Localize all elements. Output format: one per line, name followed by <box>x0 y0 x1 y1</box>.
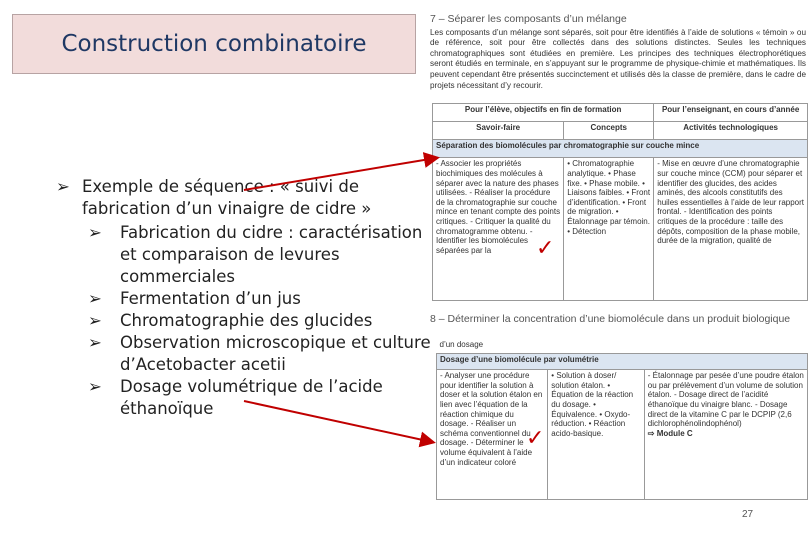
section-7-title: 7 – Séparer les composants d’un mélange <box>430 13 627 25</box>
arrow-to-volumetry <box>244 401 432 442</box>
bullet-item-text: Fabrication du cidre : caractérisation et comparaison de levures commerciales <box>120 223 423 286</box>
table-cell-text: - Étalonnage par pesée d’une poudre étalon ou par prélèvement d’un volume de solution étalon. - Dosage direct de l’acidité éthanoïque du vinaigre blanc. - Dosage direct de la vitamine C par le DCPIP (2,6 dichlorophénolindophénol) <box>647 371 804 429</box>
bullet-item-text: Fermentation d’un jus <box>120 289 301 308</box>
page-number: 27 <box>742 509 754 520</box>
table-cell: d’un dosage <box>439 340 484 349</box>
table-cell: - Associer les propriétés biochimiques des molécules à séparer avec la nature des phases utilisées. - Réaliser la procédure de la chromatographie sur couche mince en tenant compte des points critiques. - Critiquer la qualité du chromatogramme obtenu. - Identifier les biomolécules séparées par la <box>433 158 564 301</box>
module-label: Module C <box>656 428 693 438</box>
table-head-teacher: Pour l’enseignant, en cours d’année <box>654 104 808 122</box>
table-head-student: Pour l’élève, objectifs en fin de formation <box>433 104 654 122</box>
arrow-bullet-icon: ➢ <box>88 311 102 330</box>
section-8-title: 8 – Déterminer la concentration d’une biomolécule dans un produit biologique <box>430 313 791 325</box>
arrow-bullet-icon: ➢ <box>88 333 102 352</box>
red-check-icon: ✓ <box>526 426 545 451</box>
bullet-item-text: Chromatographie des glucides <box>120 311 373 330</box>
table-cell: - Mise en œuvre d’une chromatographie sur couche mince (CCM) pour séparer et identifier des glucides, des acides aminés, des alcools constitutifs des huiles essentielles à l’aide de leur rapport frontal. - Identification des points critiques de la procédure : taille des dépôts, composition de la phase mobile, durée de la migration, qualité de <box>654 158 808 301</box>
col-header-concepts: Concepts <box>564 122 654 140</box>
table-band-chromatography: Séparation des biomolécules par chromatographie sur couche mince <box>433 140 808 158</box>
bullet-main-text: Exemple de séquence : « suivi de fabrication d’un vinaigre de cidre » <box>82 177 372 218</box>
bullet-item-text: Observation microscopique et culture d’Acetobacter acetii <box>120 333 431 374</box>
arrow-bullet-icon: ➢ <box>88 377 102 396</box>
arrow-bullet-icon: ➢ <box>88 289 102 308</box>
arrow-bullet-icon: ➢ <box>56 177 70 196</box>
table-band-volumetry: Dosage d’une biomolécule par volumétrie <box>437 353 808 370</box>
col-header-savoir-faire: Savoir-faire <box>433 122 564 140</box>
table-cell: • Chromatographie analytique. • Phase fixe. • Phase mobile. • Liaisons faibles. • Front d’identification. • Front de migration. • Étalonnage par témoin. • Détection <box>564 158 654 301</box>
red-check-icon: ✓ <box>536 236 555 261</box>
table-cell: - Analyser une procédure pour identifier la solution à doser et la solution étalon en lien avec l’équation de la réaction chimique du dosage. - Réaliser un schéma conventionnel du dosage. - Déterminer le volume équivalent à l’aide d’un indicateur coloré <box>437 370 548 500</box>
bullet-item-text: Dosage volumétrique de l’acide éthanoïque <box>120 377 383 418</box>
arrow-to-chromatography <box>244 158 436 190</box>
arrow-bullet-icon: ➢ <box>88 223 102 242</box>
module-arrow-icon: ⇨ <box>647 428 657 438</box>
section-7-text: Les composants d’un mélange sont séparés, soit pour être identifiés à l’aide de solutions « témoin » ou de référence, soit pour être collectés dans des solutions distinctes. Seules les techniques chromatographiques sont étudiées en première. Les principes des techniques électrophorétiques seront étudiés en terminale, en s’appuyant sur le programme de physique-chimie et mathématiques. Ils peuvent cependant être présentés succinctement et utilisés dès la classe de première, dans le cadre de projets nécessitant d’y recourir. <box>430 27 806 90</box>
slide-title: Construction combinatoire <box>61 31 367 57</box>
table-cell: • Solution à doser/ solution étalon. • Équation de la réaction du dosage. • Équivalence. • Oxydo-réduction. • Réaction acido-basique. <box>548 370 644 500</box>
col-header-activities: Activités technologiques <box>654 122 808 140</box>
